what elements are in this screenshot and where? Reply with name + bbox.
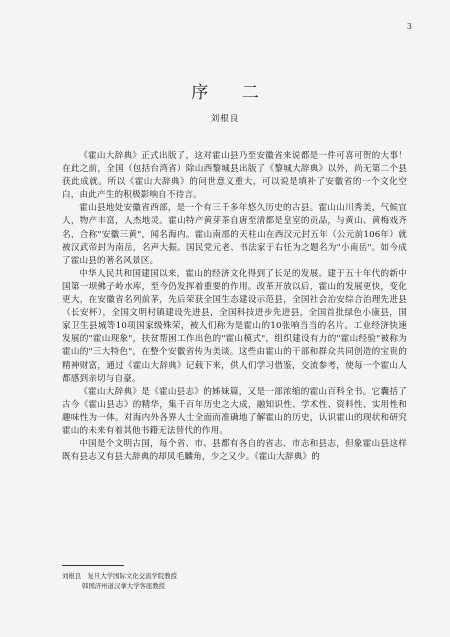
footnote-line: 韩国济州道汉拿大学客座教授 xyxy=(82,582,166,590)
paragraph: 《霍山大辞典》是《霍山县志》的姊妹篇，又是一部浓缩的霍山百科全书。它囊括了古今《霍山县志》的精华，集千百年历史之大成，融知识性、学术性、资料性、实用性和趣味性为一体。对海内外各界人士全面而准确地了解霍山的历史，认识霍山的现状和研究霍山的未来有着其他书籍无法替代的作用。 xyxy=(62,386,407,436)
page-title: 序 二 xyxy=(191,83,273,103)
footnote-divider xyxy=(62,565,124,566)
footnote-line: 刘根良 复旦大学国际文化交流学院教授 xyxy=(62,572,178,580)
paragraph: 中国是个文明古国，每个省、市、县都有各自的省志、市志和县志，但象霍山县这样既有县志又有县大辞典的却凤毛麟角，少之又少。《霍山大辞典》的 xyxy=(62,439,407,463)
page-number: 3 xyxy=(406,22,412,31)
paragraph: 《霍山大辞典》正式出版了，这对霍山县乃至安徽省来说都是一件可喜可贺的大事！在此之前，全国（包括台湾省）除山西黎城县出版了《黎城大辞典》以外，尚无第二个县获此成就。所以《霍山大辞典》的问世意义重大，可以说是填补了安徽省的一个文化空白，由此产生的积极影响自不待言。 xyxy=(62,151,407,201)
author-name: 刘根良 xyxy=(210,114,240,124)
paragraph: 霍山县地处安徽省西部，是一个有三千多年悠久历史的古县。霍山山川秀美，气候宜人，物产丰富，人杰地灵。霍山特产黄芽茶自唐至清都是皇室的贡品，与黄山、黄梅戏齐名，合称"安徽三黄"，闻名海内。霍山南部的天柱山在西汉元封五年（公元前106年）就被汉武帝封为南岳，名声大振。国民党元老、书法家于右任为之题名为"小南岳"。如今成了霍山县的著名风景区。 xyxy=(62,203,407,266)
paragraph: 中华人民共和国建国以来，霍山的经济文化得到了长足的发展。建于五十年代的新中国第一坝佛子岭水库，至今仍发挥着重要的作用。改革开放以后，霍山的发展更快，变化更大，在安徽省名列前茅，先后荣获全国生态建设示范县，全国社会治安综合治理先进县（长安杯），全国文明村镇建设先进县，全国科技进步先进县，全国首批绿色小康县，国家卫生县城等10项国家级殊荣，被人们称为是霍山的10张响当当的名片。工业经济快速发展的"霍山现象"，扶贫帮困工作出色的"霍山模式"，组织建设有力的"霍山经验"被称为霍山的"三大特色"，在整个安徽省传为美谈。这些由霍山的干部和群众共同创造的宝贵的精神财富，通过《霍山大辞典》记载下来，供人们学习借鉴，交流参考，使每一个霍山人都感到亲切与自豪。 xyxy=(62,268,407,384)
body-text xyxy=(62,150,407,464)
footnote xyxy=(62,571,407,591)
